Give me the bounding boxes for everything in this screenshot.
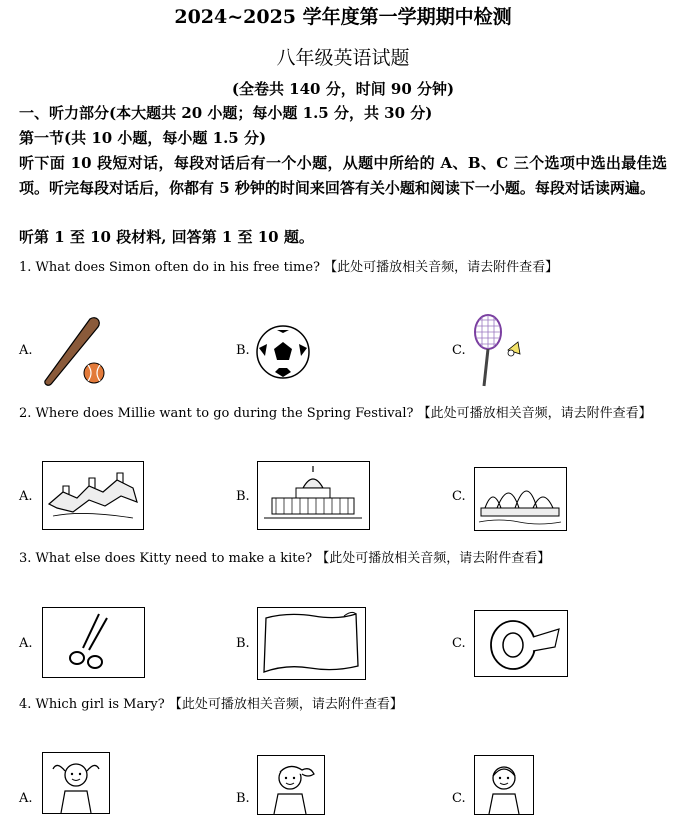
scissors-image[interactable] xyxy=(42,607,145,678)
exam-title: 2024~2025 学年度第一学期期中检测 xyxy=(174,6,512,28)
paper-sheet-image[interactable] xyxy=(257,607,366,680)
girl-a-image[interactable] xyxy=(42,752,110,814)
q4-option-a-label: A. xyxy=(19,791,33,806)
q2-option-b-label: B. xyxy=(236,489,250,504)
q3-option-b-label: B. xyxy=(236,636,250,651)
question-4: 4. Which girl is Mary? 【此处可播放相关音频，请去附件查看】 xyxy=(19,697,403,712)
exam-subtitle: 八年级英语试题 xyxy=(276,47,410,69)
listening-section-heading: 一、听力部分(本大题共 20 小题；每小题 1.5 分，共 30 分) xyxy=(19,104,433,122)
badminton-racket-icon[interactable] xyxy=(470,312,522,390)
question-2: 2. Where does Millie want to go during the Spring Festival? 【此处可播放相关音频，请去附件查看】 xyxy=(19,406,652,421)
q2-option-a-label: A. xyxy=(19,489,33,504)
capitol-building-image[interactable] xyxy=(257,461,370,530)
q2-option-c-label: C. xyxy=(452,489,466,504)
soccer-ball-icon[interactable] xyxy=(255,324,311,380)
materials-line: 听第 1 至 10 段材料, 回答第 1 至 10 题。 xyxy=(19,228,314,246)
q3-option-a-label: A. xyxy=(19,636,33,651)
exam-note: (全卷共 140 分，时间 90 分钟) xyxy=(231,80,455,98)
question-3: 3. What else does Kitty need to make a kite? 【此处可播放相关音频，请去附件查看】 xyxy=(19,551,551,566)
girl-b-image[interactable] xyxy=(257,755,325,815)
opera-house-image[interactable] xyxy=(474,467,567,531)
instructions: 听下面 10 段短对话，每段对话后有一个小题，从题中所给的 A、B、C 三个选项中选出最佳选项。听完每段对话后，你都有 5 秒钟的时间来回答有关小题和阅读下一小题。每段对话读两遍。 xyxy=(19,154,667,197)
question-1: 1. What does Simon often do in his free time? 【此处可播放相关音频，请去附件查看】 xyxy=(19,260,559,275)
q3-option-c-label: C. xyxy=(452,636,466,651)
q4-option-b-label: B. xyxy=(236,791,250,806)
baseball-bat-icon[interactable] xyxy=(38,313,110,391)
section-one-heading: 第一节(共 10 小题，每小题 1.5 分) xyxy=(19,129,267,147)
q4-option-c-label: C. xyxy=(452,791,466,806)
q1-option-c-label: C. xyxy=(452,343,466,358)
great-wall-image[interactable] xyxy=(42,461,144,530)
girl-c-image[interactable] xyxy=(474,755,534,815)
q1-option-a-label: A. xyxy=(19,343,33,358)
q1-option-b-label: B. xyxy=(236,343,250,358)
tape-roll-image[interactable] xyxy=(474,610,568,677)
